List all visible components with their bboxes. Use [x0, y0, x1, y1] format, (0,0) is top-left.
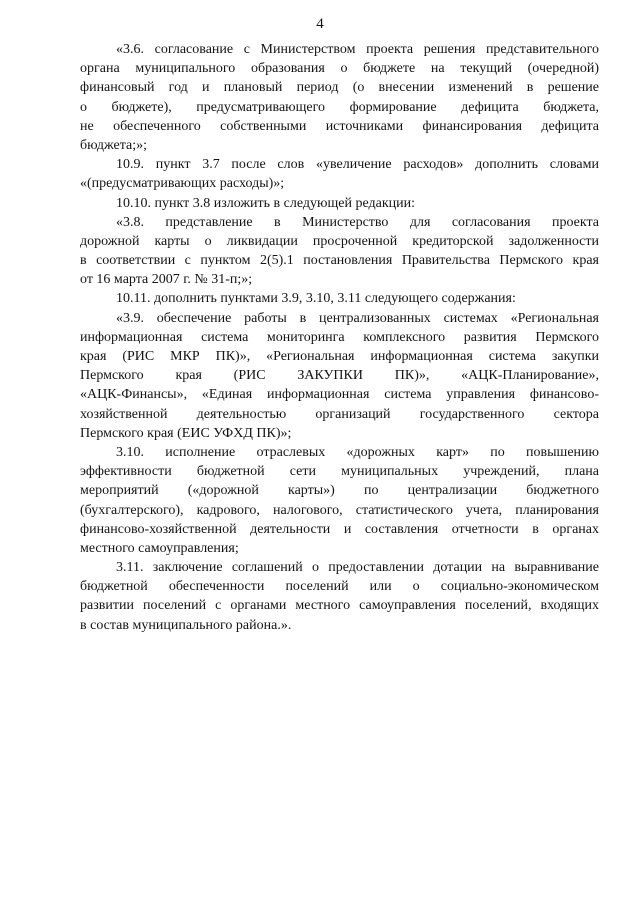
paragraph-10-10 — [80, 194, 599, 213]
text-line: бюджетной обеспеченности поселений или о социально-экономическом — [80, 579, 599, 595]
text-line: «3.8. представление в Министерство для согласования проекта — [116, 214, 599, 230]
text-line: 10.11. дополнить пунктами 3.9, 3.10, 3.11 следующего содержания: — [116, 291, 516, 307]
text-line: «3.9. обеспечение работы в централизованных системах «Региональная — [116, 310, 599, 326]
text-line: о бюджете), предусматривающего формирование дефицита бюджета, — [80, 99, 599, 115]
paragraph-3-9 — [80, 309, 599, 443]
paragraph-3-10 — [80, 443, 599, 558]
text-line: мероприятий («дорожной карты») по централизации бюджетного — [80, 483, 599, 499]
text-line: хозяйственной деятельностью организаций государственного сектора — [80, 406, 599, 422]
text-line: в соответствии с пунктом 2(5).1 постановления Правительства Пермского края — [80, 253, 599, 269]
text-line: Пермского края (РИС ЗАКУПКИ ПК)», «АЦК-Планирование», — [80, 368, 599, 384]
text-line: «АЦК-Финансы», «Единая информационная система управления финансово- — [80, 387, 599, 403]
page-number: 4 — [316, 16, 324, 32]
paragraph-10-9 — [80, 155, 599, 193]
document-body — [80, 40, 599, 635]
text-line: 3.10. исполнение отраслевых «дорожных карт» по повышению — [116, 444, 599, 460]
text-line: в состав муниципального района.». — [80, 617, 292, 633]
text-line: (бухгалтерского), кадрового, налогового, статистического учета, планирования — [80, 502, 599, 518]
text-line: не обеспеченного собственными источниками финансирования дефицита — [80, 118, 599, 134]
text-line: 10.9. пункт 3.7 после слов «увеличение расходов» дополнить словами — [116, 157, 599, 173]
paragraph-3-11 — [80, 558, 599, 635]
text-line: «3.6. согласование с Министерством проекта решения представительного — [116, 42, 599, 57]
text-line: местного самоуправления; — [80, 540, 239, 556]
text-line: бюджета;»; — [80, 137, 147, 153]
text-line: развитии поселений с органами местного самоуправления поселений, входящих — [80, 598, 599, 614]
text-line: 10.10. пункт 3.8 изложить в следующей редакции: — [116, 195, 415, 211]
text-line: финансовый год и плановый период (о внесении изменений в решение — [80, 80, 599, 96]
text-line: органа муниципального образования о бюджете на текущий (очередной) — [80, 61, 599, 77]
text-line: края (РИС МКР ПК)», «Региональная информационная система закупки — [80, 349, 599, 364]
paragraph-3-8 — [80, 213, 599, 290]
text-line: дорожной карты о ликвидации просроченной кредиторской задолженности — [80, 233, 599, 249]
paragraph-3-6 — [80, 40, 599, 155]
text-line: информационная система мониторинга комплексного развития Пермского — [80, 329, 599, 345]
text-line: 3.11. заключение соглашений о предоставлении дотации на выравнивание — [116, 560, 599, 576]
text-line: эффективности бюджетной сети муниципальных учреждений, плана — [80, 464, 599, 480]
text-line: от 16 марта 2007 г. № 31-п;»; — [80, 272, 253, 288]
text-line: «(предусматривающих расходы)»; — [80, 176, 285, 192]
text-line: Пермского края (ЕИС УФХД ПК)»; — [80, 425, 292, 441]
paragraph-10-11 — [80, 289, 599, 308]
text-line: финансово-хозяйственной деятельности и составления отчетности в органах — [80, 521, 599, 537]
